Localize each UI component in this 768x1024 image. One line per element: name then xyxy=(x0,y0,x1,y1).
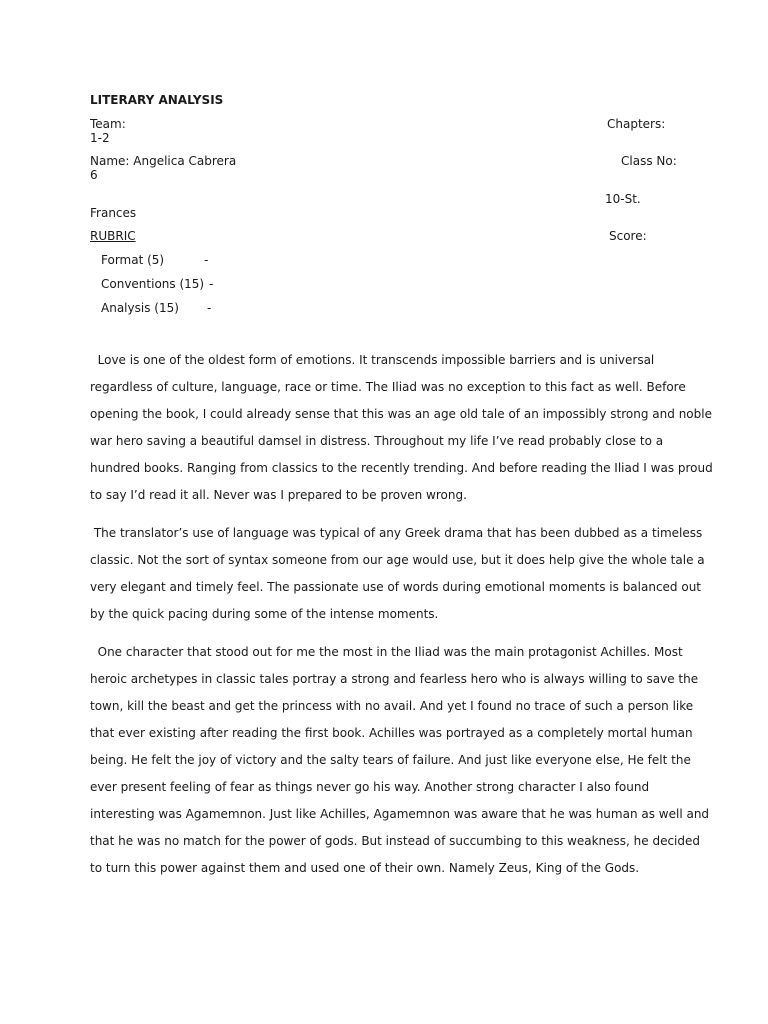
text-line: that ever existing after reading the first book. Achilles was portrayed as a completely mortal human xyxy=(90,726,693,740)
team-label: Team: xyxy=(90,117,126,131)
rubric-heading: RUBRIC xyxy=(90,229,136,243)
rubric-item-dash: - xyxy=(207,301,212,315)
text-line: heroic archetypes in classic tales portray a strong and fearless hero who is always willing to save the xyxy=(90,672,699,686)
section-value: 10-St. xyxy=(605,192,641,206)
text-line: opening the book, I could already sense that this was an age old tale of an impossibly strong and noble xyxy=(90,407,712,421)
chapters-value: 1-2 xyxy=(90,131,110,145)
rubric-item-dash: - xyxy=(204,253,209,267)
score-label: Score: xyxy=(609,229,647,243)
class-no-label: Class No: xyxy=(621,154,677,168)
paragraph-1 xyxy=(90,347,713,509)
text-line: classic. Not the sort of syntax someone from our age would use, but it does help give the whole tale a xyxy=(90,553,705,567)
text-line: The translator’s use of language was typical of any Greek drama that has been dubbed as a timeless xyxy=(90,526,703,540)
text-line: interesting was Agamemnon. Just like Achilles, Agamemnon was aware that he was human as well and xyxy=(90,807,710,821)
text-line: town, kill the beast and get the princess with no avail. And yet I found no trace of such a person like xyxy=(90,699,694,713)
text-line: being. He felt the joy of victory and the salty tears of failure. And just like everyone else, He felt the xyxy=(90,753,691,767)
rubric-item-label: Conventions (15) xyxy=(101,277,205,291)
text-line: by the quick pacing during some of the intense moments. xyxy=(90,607,439,621)
rubric-item-label: Format (5) xyxy=(101,253,165,267)
text-line: One character that stood out for me the most in the Iliad was the main protagonist Achilles. Most xyxy=(90,645,683,659)
class-no-value: 6 xyxy=(90,168,98,182)
student-name: Name: Angelica Cabrera xyxy=(90,154,237,168)
text-line: ever present feeling of fear as things never go his way. Another strong character I also found xyxy=(90,780,650,794)
section-continuation: Frances xyxy=(90,206,137,220)
text-line: hundred books. Ranging from classics to the recently trending. And before reading the Iliad I was proud xyxy=(90,461,713,475)
document-title: LITERARY ANALYSIS xyxy=(90,93,224,107)
text-line: very elegant and timely feel. The passionate use of words during emotional moments is balanced out xyxy=(90,580,702,594)
text-line: to say I’d read it all. Never was I prepared to be proven wrong. xyxy=(90,488,467,502)
chapters-label: Chapters: xyxy=(607,117,666,131)
paragraph-3 xyxy=(90,639,710,882)
text-line: regardless of culture, language, race or time. The Iliad was no exception to this fact as well. Before xyxy=(90,380,686,394)
text-line: war hero saving a beautiful damsel in distress. Throughout my life I’ve read probably close to a xyxy=(90,434,664,448)
rubric-item-dash: - xyxy=(209,277,214,291)
text-line: that he was no match for the power of gods. But instead of succumbing to this weakness, he decided xyxy=(90,834,700,848)
rubric-item-label: Analysis (15) xyxy=(101,301,179,315)
paragraph-2 xyxy=(90,520,705,628)
text-line: to turn this power against them and used one of their own. Namely Zeus, King of the Gods. xyxy=(90,861,640,875)
text-line: Love is one of the oldest form of emotions. It transcends impossible barriers and is universal xyxy=(90,353,655,367)
